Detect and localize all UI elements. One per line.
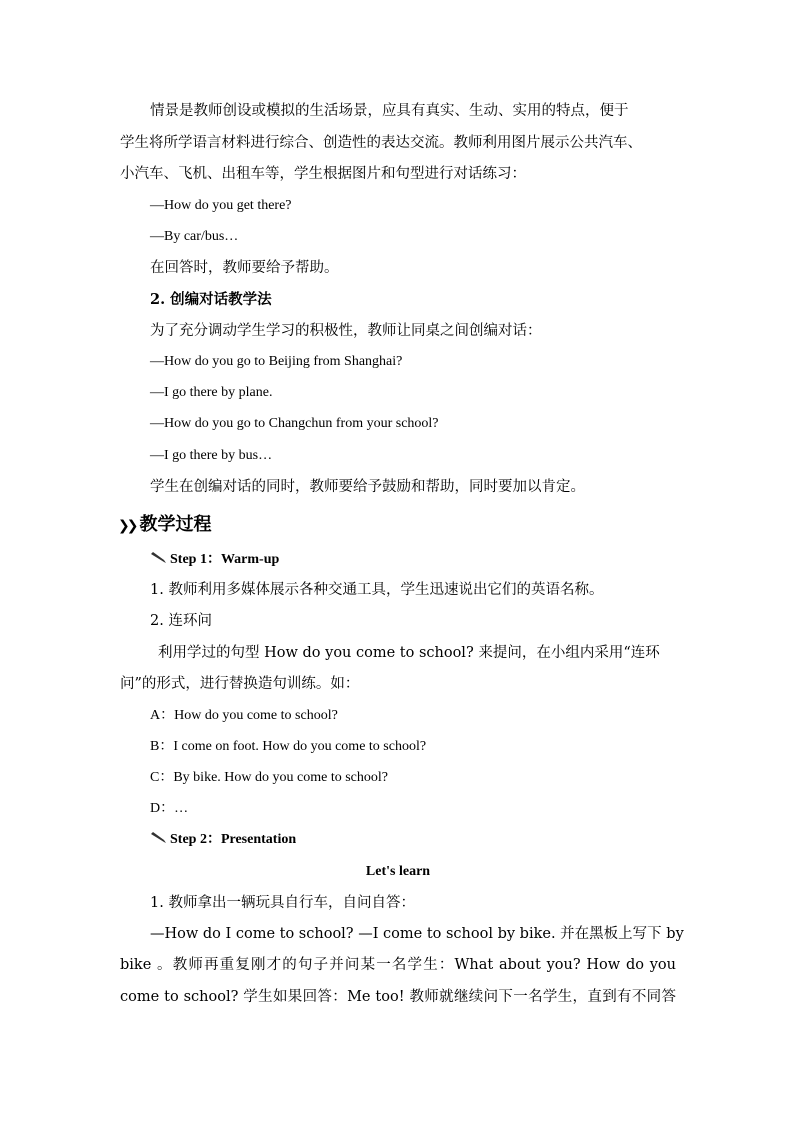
step1-example-b: B：I come on foot. How do you come to school? xyxy=(150,739,427,754)
step2-subtitle: Let's learn xyxy=(365,864,431,879)
step1-example-a: A：How do you come to school? xyxy=(150,708,338,723)
method2-dialogue-2: —I go there by plane. xyxy=(150,385,273,400)
step1-example-c: C：By bike. How do you come to school? xyxy=(150,770,388,785)
step2-body-1: —How do I come to school? —I come to school by bike. 并在黑板上写下 by xyxy=(150,926,684,942)
step1-title-text: Step 1：Warm-up xyxy=(170,552,280,567)
step1-desc-1: 利用学过的句型 How do you come to school? 来提问，在小组内采用“连环 xyxy=(158,645,660,661)
step1-item1: 1. 教师利用多媒体展示各种交通工具，学生迅速说出它们的英语名称。 xyxy=(150,582,604,598)
intro-dialogue-2: —By car/bus… xyxy=(150,229,239,244)
step2-item1: 1. 教师拿出一辆玩具自行车，自问自答： xyxy=(150,895,415,911)
step2-body-3: come to school? 学生如果回答：Me too! 教师就继续问下一名学生，直到有不同答 xyxy=(120,989,676,1005)
method2-dialogue-4: —I go there by bus… xyxy=(150,448,273,463)
method2-dialogue-1: —How do you go to Beijing from Shanghai? xyxy=(150,354,403,369)
intro-note: 在回答时，教师要给予帮助。 xyxy=(150,260,339,276)
section-heading-text: 教学过程 xyxy=(139,514,212,535)
method2-lead: 为了充分调动学生学习的积极性，教师让同桌之间创编对话： xyxy=(150,323,542,339)
step2-body-2: bike 。教师再重复刚才的句子并问某一名学生：What about you? How do you xyxy=(120,957,676,973)
intro-dialogue-1: —How do you get there? xyxy=(150,198,292,213)
pen-icon xyxy=(150,832,168,844)
section-heading xyxy=(118,513,211,538)
method2-title: 2. 创编对话教学法 xyxy=(150,291,272,308)
double-chevron-icon: ❯❯ xyxy=(118,518,136,534)
method2-note: 学生在创编对话的同时，教师要给予鼓励和帮助，同时要加以肯定。 xyxy=(150,479,585,495)
intro-line-1: 情景是教师创设或模拟的生活场景，应具有真实、生动、实用的特点，便于 xyxy=(150,103,629,119)
step1-item2: 2. 连环问 xyxy=(150,613,212,629)
intro-line-3: 小汽车、飞机、出租车等，学生根据图片和句型进行对话练习： xyxy=(120,166,526,182)
method2-dialogue-3: —How do you go to Changchun from your school? xyxy=(150,416,439,431)
step1-example-d: D：… xyxy=(150,801,189,816)
pen-icon xyxy=(150,552,168,564)
step1-title xyxy=(150,550,279,570)
step1-desc-2: 问”的形式，进行替换造句训练。如： xyxy=(120,676,360,692)
step2-title xyxy=(150,830,296,850)
step2-title-text: Step 2：Presentation xyxy=(170,832,297,847)
intro-line-2: 学生将所学语言材料进行综合、创造性的表达交流。教师利用图片展示公共汽车、 xyxy=(120,135,642,151)
